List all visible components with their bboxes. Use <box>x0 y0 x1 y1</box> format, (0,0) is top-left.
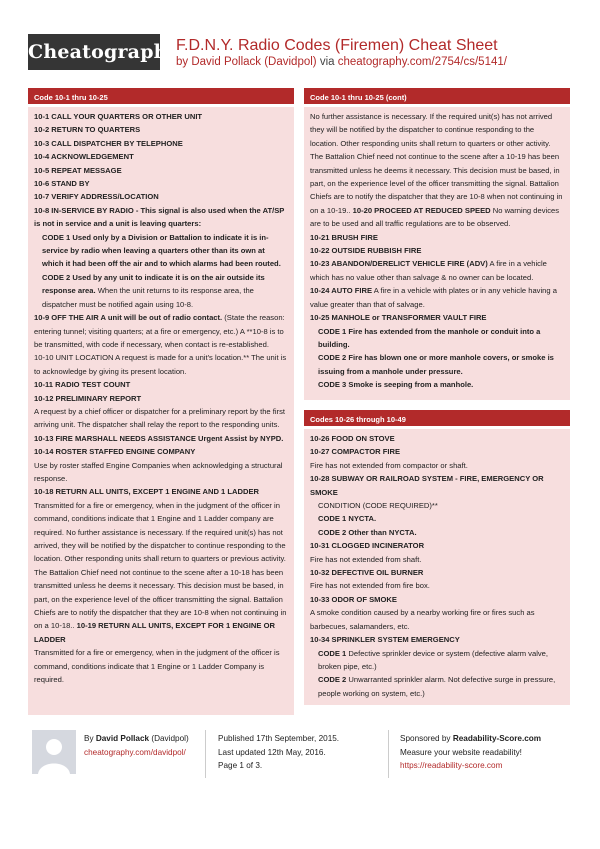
via-label: via <box>319 56 335 68</box>
code-10-5: 10-5 REPEAT MESSAGE <box>34 165 122 175</box>
published-date: Published 17th September, 2015. <box>218 734 340 743</box>
footer-author-name[interactable]: David Pollack <box>95 734 150 743</box>
code-10-9: 10-9 OFF THE AIR A unit will be out of radio contact. <box>34 313 223 323</box>
sponsor-tagline: Measure your website readability! <box>400 747 522 757</box>
code-10-19: 10-19 RETURN ALL UNITS, EXCEPT FOR 1 ENGINE OR LADDER <box>34 621 275 644</box>
sponsor-label: Sponsored by <box>400 734 453 743</box>
code-10-11: 10-11 RADIO TEST COUNT <box>34 380 131 390</box>
code-10-6: 10-6 STAND BY <box>34 179 90 189</box>
code-10-28-code-1: CODE 1 NYCTA. <box>318 514 377 524</box>
code-10-24: 10-24 AUTO FIRE <box>310 286 373 296</box>
code-10-8: 10-8 IN-SERVICE BY RADIO - This signal is also used when the AT/SP is not in service and a unit is leaving quarters: <box>34 205 285 229</box>
code-10-8-code-2-desc: When the unit returns to its response area, the dispatcher must be notified again using 10-8. <box>42 286 254 309</box>
code-10-27-desc: Fire has not extended from compactor or shaft. <box>310 460 468 470</box>
code-10-33: 10-33 ODOR OF SMOKE <box>310 594 397 604</box>
code-10-25: 10-25 MANHOLE or TRANSFORMER VAULT FIRE <box>310 313 487 323</box>
code-10-25-code-1: CODE 1 Fire has extended from the manhole or conduit into a building. <box>318 326 541 349</box>
code-10-9-desc: (State the reason: entering tunnel; visiting quarters; at a fire or emergency, etc.) A **10-8 is to be transmitted, with code if necessary, when contact is re-established. <box>34 313 285 349</box>
code-10-7: 10-7 VERIFY ADDRESS/LOCATION <box>34 192 159 202</box>
code-10-12-desc: A request by a chief officer or dispatcher for a preliminary report by the first arriving unit. The dispatcher shall relay the report to the responding units. <box>34 406 285 430</box>
code-10-23: 10-23 ABANDON/DERELICT VEHICLE FIRE (ADV) <box>310 259 488 269</box>
footer-author-link[interactable]: cheatography.com/davidpol/ <box>84 747 186 757</box>
code-10-32: 10-32 DEFECTIVE OIL BURNER <box>310 568 424 578</box>
code-10-20: 10-20 PROCEED AT REDUCED SPEED <box>350 205 491 215</box>
code-10-25-code-2: CODE 2 Fire has blown one or more manhole covers, or smoke is issuing from a manhole under pressure. <box>318 353 554 376</box>
sheet-url-link[interactable]: cheatography.com/2754/cs/5141/ <box>337 56 507 68</box>
section-content <box>304 107 570 396</box>
footer-author-block <box>84 732 189 759</box>
section-heading: Code 10-1 thru 10-25 (cont) <box>304 88 570 107</box>
code-10-3: 10-3 CALL DISPATCHER BY TELEPHONE <box>34 138 183 148</box>
updated-date: Last updated 12th May, 2016. <box>218 747 326 757</box>
code-10-22: 10-22 OUTSIDE RUBBISH FIRE <box>310 246 422 256</box>
code-10-20-desc: No warning devices are to be used and all traffic regulations are to be observed. <box>310 205 560 229</box>
section-content <box>28 107 294 690</box>
footer-author-handle: (Davidpol) <box>149 734 189 743</box>
section-codes-10-26-to-10-49 <box>304 410 570 705</box>
section-codes-10-1-to-10-25 <box>28 88 294 715</box>
code-10-25-code-3: CODE 3 Smoke is seeping from a manhole. <box>318 380 474 390</box>
code-10-12: 10-12 PRELIMINARY REPORT <box>34 393 142 403</box>
code-10-14-desc: Use by roster staffed Engine Companies when acknowledging a structural response. <box>34 460 283 483</box>
code-10-34: 10-34 SPRINKLER SYSTEM EMERGENCY <box>310 635 460 645</box>
code-10-13: 10-13 FIRE MARSHALL NEEDS ASSISTANCE Urgent Assist by NYPD. <box>34 433 284 443</box>
code-10-28-code-2: CODE 2 Other than NYCTA. <box>318 527 417 537</box>
by-label: by <box>176 56 189 68</box>
footer-publish-block <box>218 732 339 773</box>
code-10-26: 10-26 FOOD ON STOVE <box>310 434 395 443</box>
code-10-28: 10-28 SUBWAY OR RAILROAD SYSTEM - FIRE, EMERGENCY OR SMOKE <box>310 474 544 497</box>
code-10-34-code-2: CODE 2 <box>318 675 347 685</box>
code-10-31-desc: Fire has not extended from shaft. <box>310 554 422 564</box>
code-10-18-desc: Transmitted for a fire or emergency, when in the judgment of the officer in command, conditions indicate that 1 Engine and 1 Ladder company are required. No further assistance is necessary. If the required unit(s) has not arrived, they will be notified by the dispatcher to continue responding to the location. Other responding units shall return to quarters or previous activity. The Battalion Chief need not continue to the scene after a 10-18 has been transmitted unless he deems it necessary. This decision must be based, in part, on the experience level of the officer transmitting the signal. Battalion Chiefs are to notify the dispatcher that they are 10-8 when not continuing in on a 10-18.. <box>34 500 287 631</box>
section-heading: Code 10-1 thru 10-25 <box>28 88 294 107</box>
code-10-34-code-1: CODE 1 <box>318 648 347 658</box>
footer-sponsor-block <box>400 732 541 773</box>
page-title: F.D.N.Y. Radio Codes (Firemen) Cheat Sheet <box>176 37 498 54</box>
code-10-10: 10-10 UNIT LOCATION A request is made for a unit's location.** The unit is to acknowledge by giving its present location. <box>34 353 287 376</box>
code-10-34-code-2-desc: Unwarranted sprinkler alarm. Not defective surge in pressure, people working on system, etc.) <box>318 675 556 698</box>
section-codes-10-1-to-10-25-cont <box>304 88 570 400</box>
code-10-23-desc: A fire in a vehicle which has no value other than salvage & no owner can be located. <box>310 259 547 282</box>
code-10-24-desc: A fire in a vehicle with plates or in any vehicle having a value greater than that of salvage. <box>310 286 557 309</box>
page-subtitle <box>176 56 507 68</box>
code-10-33-desc: A smoke condition caused by a nearby working fire or fires such as barbecues, salamanders, etc. <box>310 608 535 631</box>
code-10-4: 10-4 ACKNOWLEDGEMENT <box>34 152 134 162</box>
code-10-31: 10-31 CLOGGED INCINERATOR <box>310 541 425 551</box>
code-10-8-code-1: CODE 1 Used only by a Division or Battalion to indicate it is in-service by radio when leaving a quarters other than its own at which it had been off the air and to which alarms had been routed. <box>42 232 281 269</box>
code-10-8-code-2: CODE 2 Used by any unit to indicate it is on the air outside its response area. <box>42 272 265 296</box>
sponsor-name[interactable]: Readability-Score.com <box>452 734 542 743</box>
code-10-32-desc: Fire has not extended from fire box. <box>310 581 430 591</box>
author-link[interactable]: David Pollack (Davidpol) <box>191 56 317 68</box>
code-10-2: 10-2 RETURN TO QUARTERS <box>34 125 141 135</box>
code-10-18: 10-18 RETURN ALL UNITS, EXCEPT 1 ENGINE AND 1 LADDER <box>34 487 260 497</box>
page-header <box>0 0 600 88</box>
page-footer <box>0 728 600 788</box>
code-10-14: 10-14 ROSTER STAFFED ENGINE COMPANY <box>34 447 196 457</box>
code-10-19-cont-desc: No further assistance is necessary. If the required unit(s) has not arrived they will be notified by the dispatcher to continue responding to the location. Other responding units shall return to quarters or other activity. The Battalion Chief need not continue to the scene after a 10-19 has been transmitted unless he deems it necessary. This decision must be based, in part, on the experience level of the officer transmitting the signal. Battalion Chiefs are to notify the dispatcher that they are 10-8 when not continuing in on a 10-19.. <box>310 112 563 215</box>
code-10-27: 10-27 COMPACTOR FIRE <box>310 447 401 457</box>
section-content <box>304 429 570 704</box>
sponsor-link[interactable]: https://readability-score.com <box>400 761 503 771</box>
page-number: Page 1 of 3. <box>218 761 263 771</box>
code-10-21: 10-21 BRUSH FIRE <box>310 232 378 242</box>
footer-by-label: By <box>84 734 96 743</box>
cheatography-logo[interactable]: Cheatography <box>28 34 160 70</box>
code-10-1: 10-1 CALL YOUR QUARTERS OR OTHER UNIT <box>34 112 203 121</box>
section-heading: Codes 10-26 through 10-49 <box>304 410 570 429</box>
code-10-19-desc: Transmitted for a fire or emergency, when in the judgment of the officer is command, conditions indicate that 1 Engine or 1 Ladder Company is required. <box>34 648 280 685</box>
code-10-34-code-1-desc: Defective sprinkler device or system (defective alarm valve, broken pipe, etc.) <box>318 648 549 671</box>
code-10-28-desc: CONDITION (CODE REQUIRED)** <box>318 501 438 511</box>
